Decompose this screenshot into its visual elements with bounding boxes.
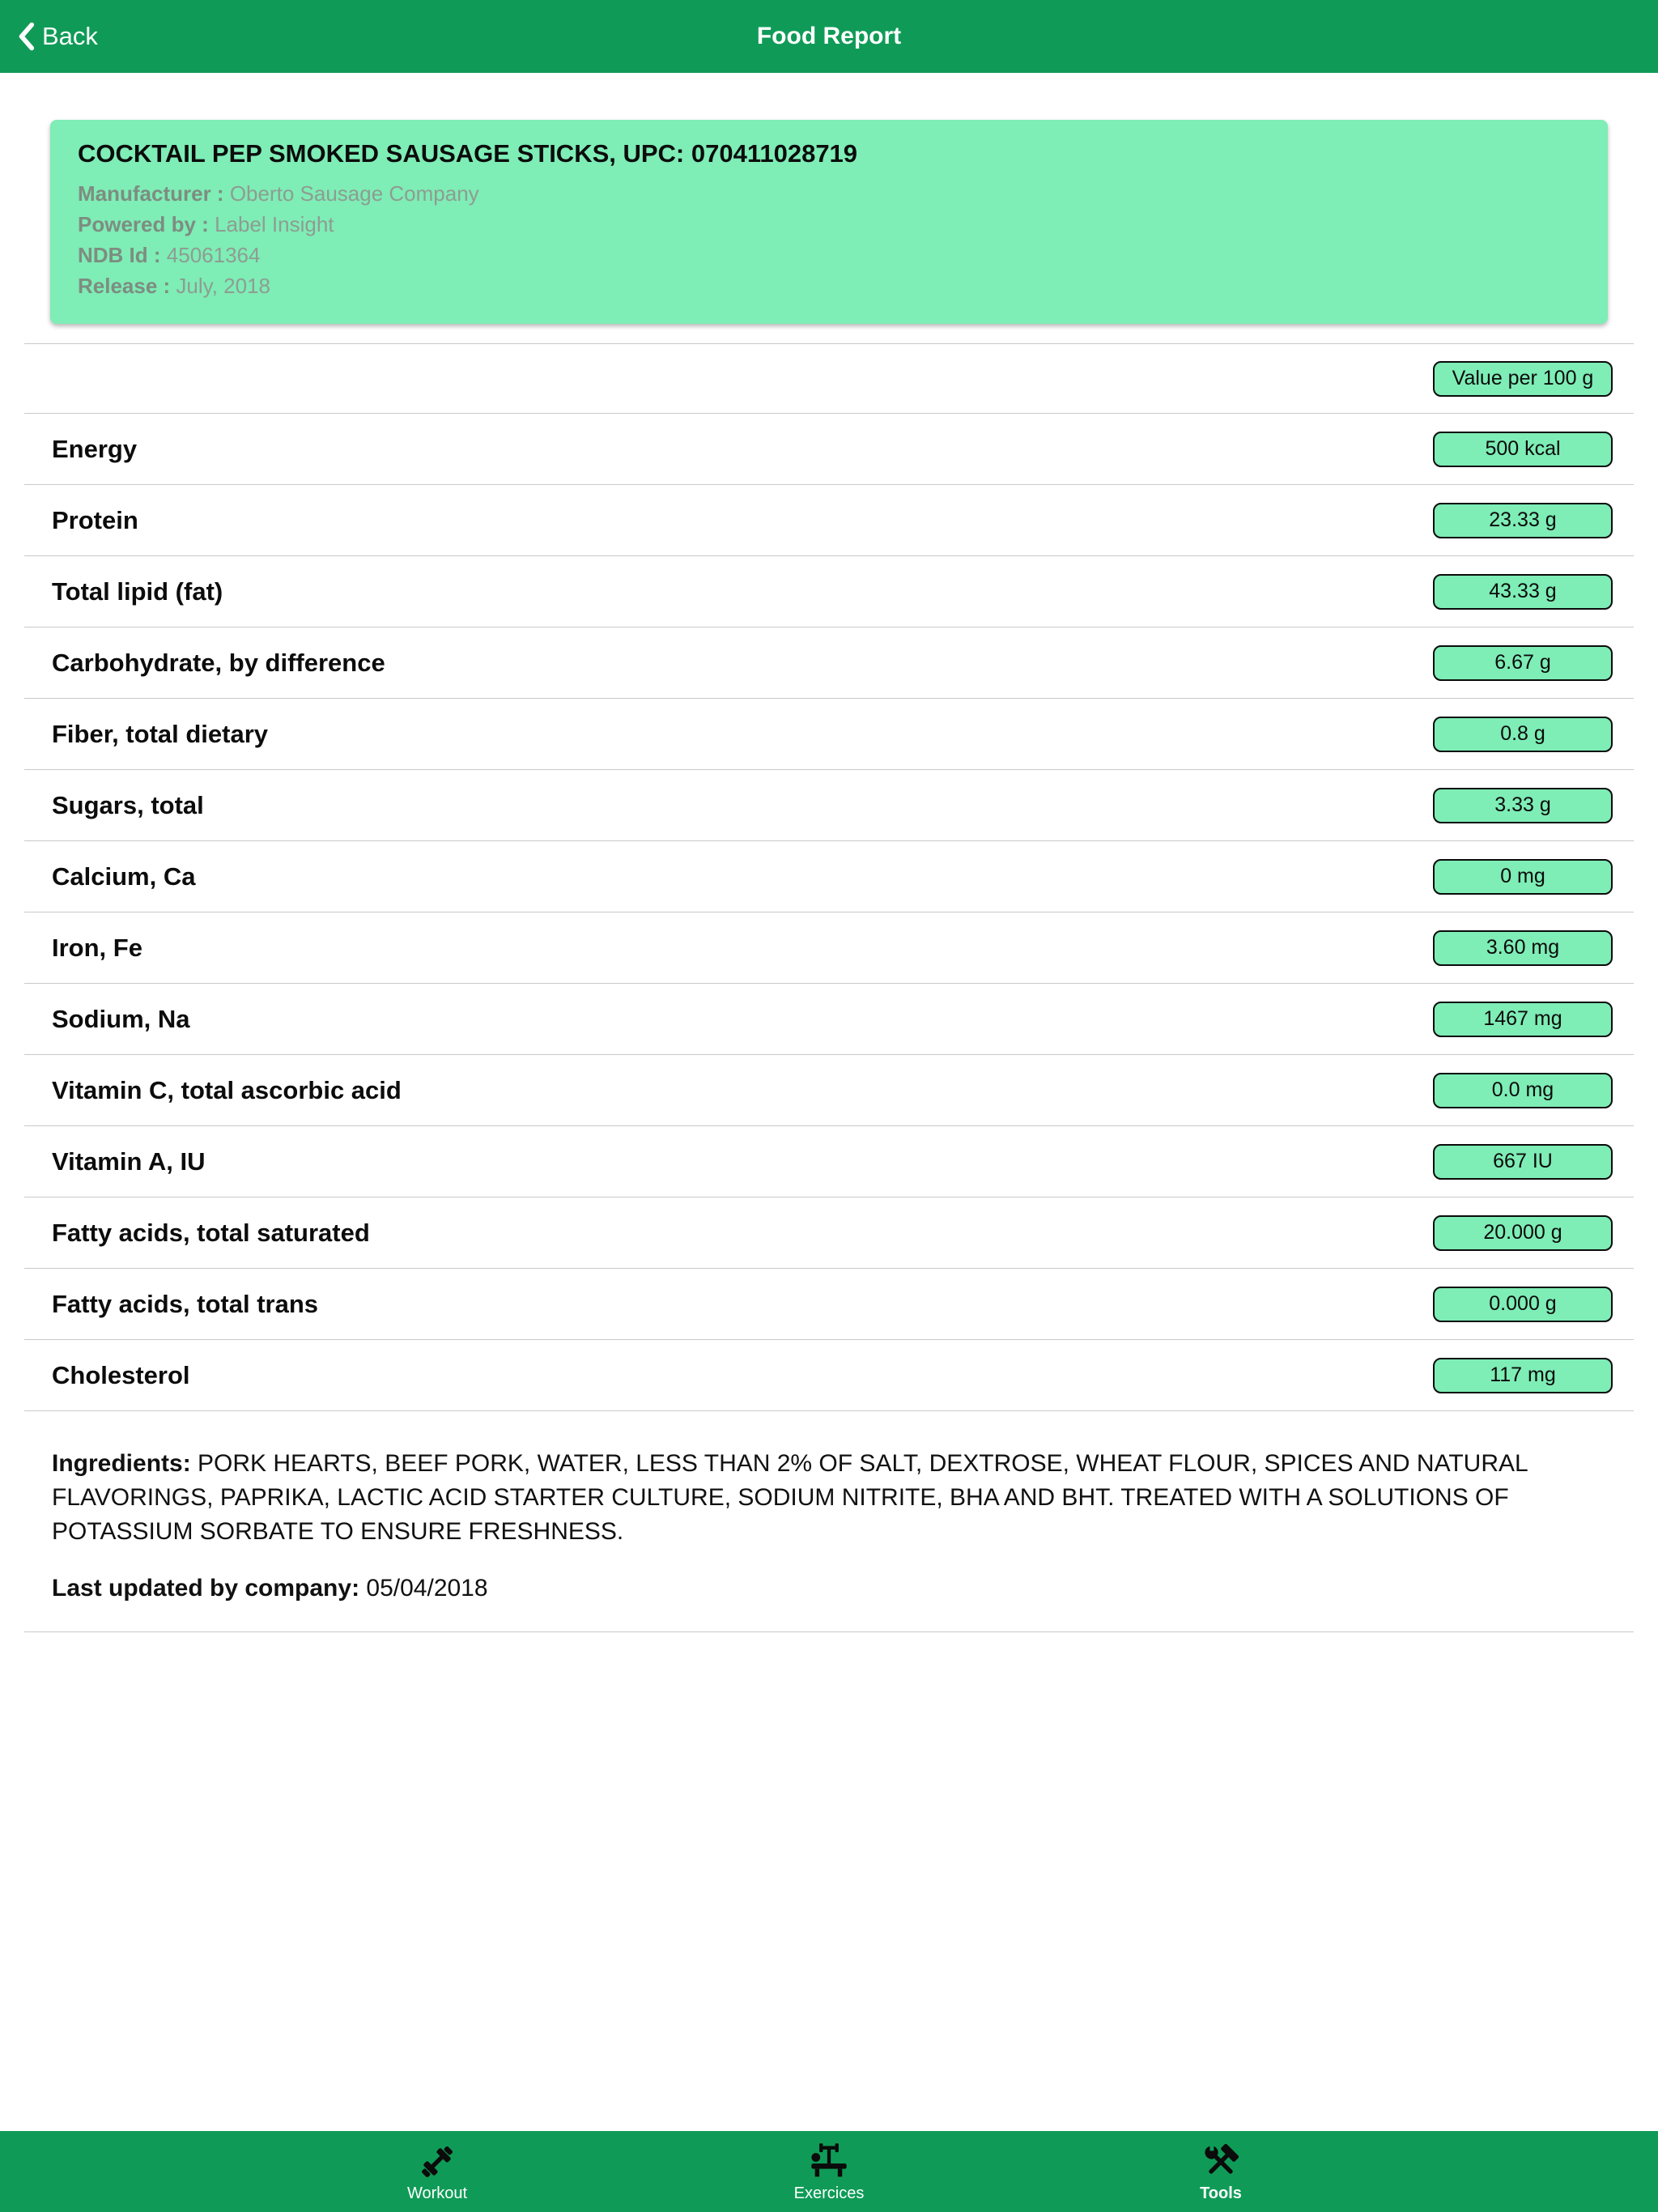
release-line (78, 270, 1580, 301)
table-row (24, 1269, 1634, 1340)
product-info-card (50, 120, 1608, 324)
nutrient-label: Fatty acids, total trans (52, 1289, 319, 1318)
manufacturer-line (78, 178, 1580, 209)
nutrient-label: Sugars, total (52, 790, 204, 819)
nutrient-label: Iron, Fe (52, 933, 142, 962)
nutrient-label: Energy (52, 434, 138, 463)
nutrient-label: Total lipid (fat) (52, 576, 223, 606)
back-button-label: Back (42, 22, 98, 50)
back-button[interactable] (16, 22, 98, 51)
ingredients-text: PORK HEARTS, BEEF PORK, WATER, LESS THAN 2% OF SALT, DEXTROSE, WHEAT FLOUR, SPICES AND NATURAL FLAVORINGS, PAPRIKA, LACTIC ACID STARTER CULTURE, SODIUM NITRITE, BHA AND BHT. TREATED WITH A SOLUTIONS OF POTASSIUM SORBATE TO ENSURE FRESHNESS. (52, 1450, 1528, 1545)
release-label: Release : (78, 274, 171, 298)
ndb-id-label: NDB Id : (78, 243, 161, 267)
nutrient-label: Vitamin A, IU (52, 1146, 206, 1176)
nutrient-value-pill: 500 kcal (1433, 432, 1613, 467)
top-nav-bar (0, 0, 1658, 73)
tab-exercices-label: Exercices (793, 2184, 865, 2202)
tab-tools[interactable] (1025, 2131, 1417, 2212)
ingredients-paragraph (52, 1447, 1611, 1549)
last-updated-value: 05/04/2018 (366, 1575, 488, 1602)
release-value: July, 2018 (176, 274, 271, 298)
nutrient-table (24, 343, 1634, 1411)
chevron-left-icon (16, 22, 36, 51)
powered-by-value: Label Insight (215, 212, 334, 236)
manufacturer-label: Manufacturer : (78, 181, 224, 206)
nutrient-label: Calcium, Ca (52, 861, 196, 891)
table-row (24, 841, 1634, 912)
nutrient-label: Vitamin C, total ascorbic acid (52, 1075, 402, 1104)
manufacturer-value: Oberto Sausage Company (229, 181, 479, 206)
table-header-row (24, 344, 1634, 414)
nutrient-value-pill: 23.33 g (1433, 503, 1613, 538)
table-row (24, 1055, 1634, 1126)
tab-tools-label: Tools (1200, 2184, 1242, 2202)
nutrient-value-pill: 667 IU (1433, 1144, 1613, 1180)
bottom-divider (24, 1631, 1634, 1632)
product-title: COCKTAIL PEP SMOKED SAUSAGE STICKS, UPC: 070411028719 (78, 139, 858, 168)
main-content (0, 73, 1658, 1632)
nutrient-label: Fiber, total dietary (52, 719, 269, 748)
nutrient-value-pill: 0 mg (1433, 859, 1613, 895)
nutrient-value-pill: 0.000 g (1433, 1287, 1613, 1322)
table-row (24, 912, 1634, 984)
nutrient-value-pill: 0.0 mg (1433, 1073, 1613, 1108)
tab-workout[interactable] (241, 2131, 633, 2212)
nutrient-label: Cholesterol (52, 1360, 190, 1389)
table-row (24, 485, 1634, 556)
nutrient-label: Sodium, Na (52, 1004, 190, 1033)
nutrient-value-pill: 1467 mg (1433, 1002, 1613, 1037)
nutrient-label: Protein (52, 505, 138, 534)
ingredients-label: Ingredients: (52, 1450, 191, 1477)
bottom-tab-bar (0, 2131, 1658, 2212)
table-row (24, 699, 1634, 770)
nutrient-value-pill: 0.8 g (1433, 717, 1613, 752)
powered-by-line (78, 209, 1580, 240)
table-row (24, 414, 1634, 485)
bench-press-icon (808, 2141, 850, 2183)
table-row (24, 1340, 1634, 1411)
nutrient-value-pill: 3.33 g (1433, 788, 1613, 823)
tab-workout-label: Workout (406, 2184, 468, 2202)
tab-exercices[interactable] (633, 2131, 1025, 2212)
nutrient-label: Fatty acids, total saturated (52, 1218, 370, 1247)
table-row (24, 770, 1634, 841)
ndb-id-line (78, 240, 1580, 270)
powered-by-label: Powered by : (78, 212, 209, 236)
page-title: Food Report (756, 23, 902, 49)
last-updated-line (52, 1575, 1611, 1602)
last-updated-label: Last updated by company: (52, 1575, 360, 1602)
table-row (24, 1126, 1634, 1197)
table-row (24, 1197, 1634, 1269)
ndb-id-value: 45061364 (166, 243, 261, 267)
nutrient-label: Carbohydrate, by difference (52, 648, 385, 677)
table-row (24, 627, 1634, 699)
nutrient-value-pill: 6.67 g (1433, 645, 1613, 681)
value-per-100g-button[interactable]: Value per 100 g (1433, 361, 1613, 397)
nutrient-value-pill: 117 mg (1433, 1358, 1613, 1393)
tools-icon (1200, 2141, 1242, 2183)
tab-bar-inner (241, 2131, 1417, 2212)
table-row (24, 984, 1634, 1055)
nutrient-value-pill: 43.33 g (1433, 574, 1613, 610)
nutrient-value-pill: 20.000 g (1433, 1215, 1613, 1251)
table-row (24, 556, 1634, 627)
nutrient-value-pill: 3.60 mg (1433, 930, 1613, 966)
dumbbell-icon (416, 2141, 458, 2183)
nutrient-table-body (24, 414, 1634, 1411)
